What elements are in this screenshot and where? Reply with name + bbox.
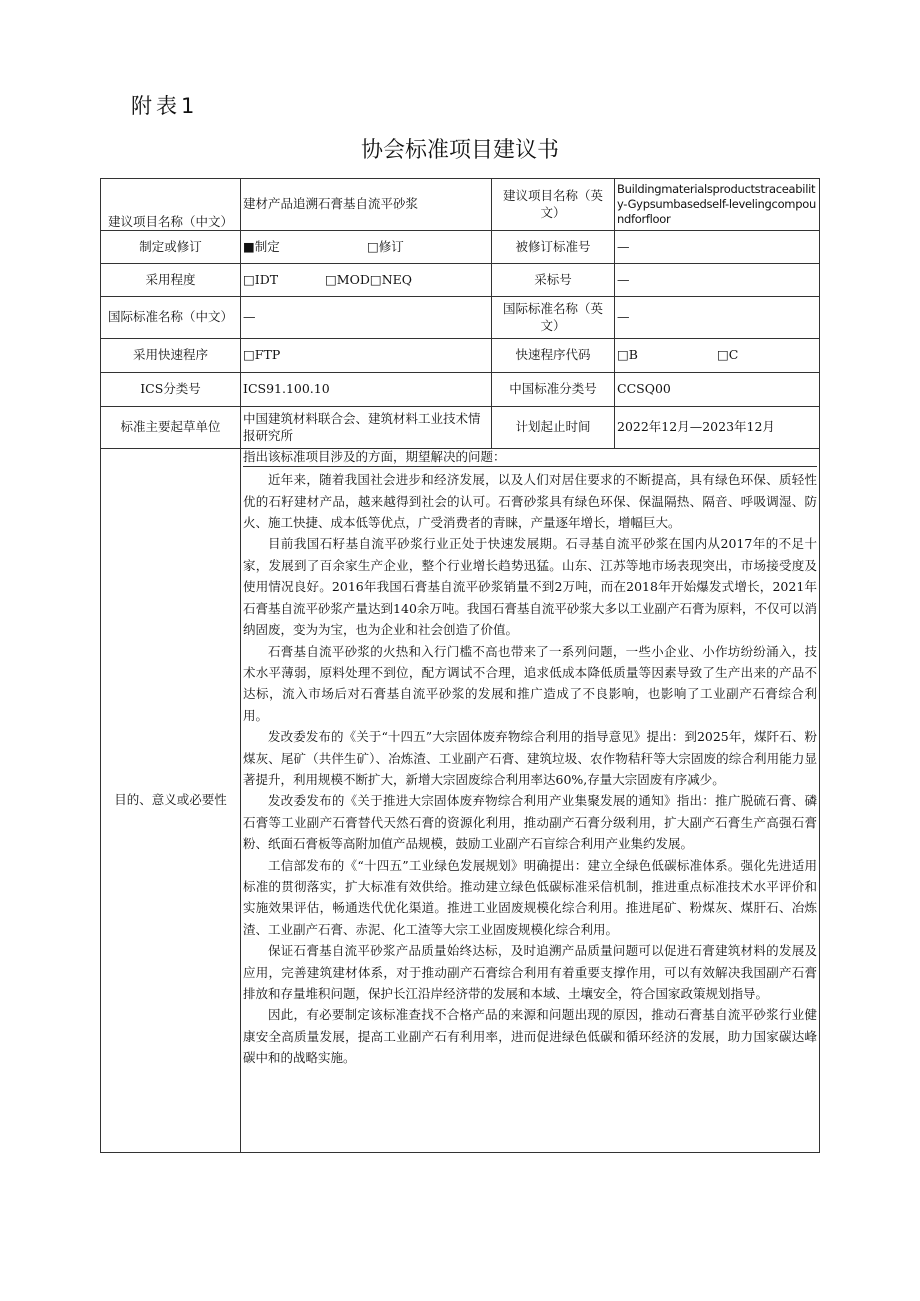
fast-code-option-b[interactable]: □B	[617, 347, 638, 363]
purpose-label: 目的、意义或必要性	[101, 449, 241, 1153]
adopt-std-label: 采标号	[492, 264, 615, 297]
purpose-intro: 指出该标准项目涉及的方面，期望解决的问题：	[243, 449, 817, 467]
purpose-paragraph: 保证石膏基自流平砂浆产品质量始终达标，及时追溯产品质量问题可以促进石膏建筑材料的发展及应用，完善建筑建材体系，对于推动副产石膏综合利用有着重要支撑作用，可以有效解决我国副产石膏排放和存量堆积问题，保护长江沿岸经济带的发展和本域、土壤安全，符合国家政策规划指导。	[243, 943, 817, 1001]
name-cn-label: 建议项目名称（中文）	[101, 179, 241, 231]
revised-std-value: —	[615, 231, 820, 264]
name-en-value: Buildingmaterialsproductstraceability-Gypsumbasedself-levelingcompoundforfloor	[615, 179, 820, 231]
intl-cn-value: —	[241, 297, 492, 339]
name-cn-value: 建材产品追溯石膏基自流平砂浆	[241, 179, 492, 231]
purpose-paragraph: 目前我国石籽基自流平砂浆行业正处于快速发展期。石寻基自流平砂浆在国内从2017年的不足十家，发展到了百余家生产企业，整个行业增长趋势迅猛。山东、江苏等地市场表现突出，市场接受度及使用情况良好。2016年我国石膏基自流平砂浆销量不到2万吨，而在2018年开始爆发式增长，2021年石膏基自流平砂浆产量达到140余万吨。我国石膏基自流平砂浆大多以工业副产石膏为原料，不仅可以消纳固废，变为为宝，也为企业和社会创造了价值。	[243, 536, 817, 638]
form-row-adopt	[101, 264, 820, 297]
revise-options	[241, 231, 492, 264]
period-value: 2022年12月—2023年12月	[615, 407, 820, 449]
purpose-paragraph: 发改委发布的《关于“十四五”大宗固体废弃物综合利用的指导意见》提出：到2025年，煤阡石、粉煤灰、尾矿（共伴生矿）、冶炼渣、工业副产石膏、建筑垃圾、农作物秸秆等大宗固废的综合利用能力显著提升，利用规模不断扩大，新增大宗固废综合利用率达60%,存量大宗固废有序减少。	[243, 729, 817, 787]
purpose-paragraph: 发改委发布的《关于推进大宗固体废弃物综合利用产业集聚发展的通知》指出：推广脱硫石膏、磷石膏等工业副产石膏替代天然石膏的资源化利用，推动副产石膏分级利用，扩大副产石膏生产高强石膏粉、纸面石膏板等高附加值产品规模，鼓励工业副产石盲综合利用产业集约发展。	[243, 793, 817, 852]
form-row-name	[101, 179, 820, 231]
cn-class-value: CCSQ00	[615, 373, 820, 407]
intl-en-value: —	[615, 297, 820, 339]
cn-class-label: 中国标准分类号	[492, 373, 615, 407]
form-row-intl	[101, 297, 820, 339]
drafter-value: 中国建筑材料联合会、建筑材料工业技术情报研究所	[241, 407, 492, 449]
purpose-paragraph: 因此，有必要制定该标准查找不合格产品的来源和问题出现的原因，推动石膏基自流平砂浆行业健康安全高质量发展，提高工业副产石有利用率，进而促进绿色低碳和循环经济的发展，助力国家碳达峰碳中和的战略实施。	[243, 1007, 817, 1066]
fast-label: 采用快速程序	[101, 339, 241, 373]
attachment-label: 附表1	[131, 94, 199, 118]
drafter-label: 标准主要起草单位	[101, 407, 241, 449]
ics-label: ICS分类号	[101, 373, 241, 407]
proposal-form-table	[100, 178, 820, 1153]
form-row-revise	[101, 231, 820, 264]
adopt-label: 采用程度	[101, 264, 241, 297]
fast-code-options	[615, 339, 820, 373]
intl-cn-label: 国际标准名称（中文）	[101, 297, 241, 339]
purpose-content	[241, 449, 820, 1153]
page-title: 协会标准项目建议书	[360, 138, 559, 163]
purpose-paragraph: 石膏基自流平砂浆的火热和入行门槛不高也带来了一系列问题，一些小企业、小作坊纷纷涌入，技术水平薄弱，原料处理不到位，配方调试不合理，追求低成本降低质量等因素导致了生产出来的产品不达标，流入市场后对石膏基自流平砂浆的发展和推广造成了不良影响，也影响了工业副产石膏综合利用。	[243, 643, 817, 723]
form-row-fast	[101, 339, 820, 373]
revise-option-revise[interactable]: □修订	[367, 238, 404, 254]
revise-option-new[interactable]: ■制定	[243, 238, 280, 254]
form-row-ics	[101, 373, 820, 407]
purpose-paragraph: 工信部发布的《“十四五”工业绿色发展规划》明确提出：建立全绿色低碳标准体系。强化先进适用标准的贯彻落实，扩大标准有效供给。推动建立绿色低碳标准采信机制，推进重点标准技术水平评价和实施效果评估，畅通迭代优化渠道。推进工业固废规模化综合利用。推进尾矿、粉煤灰、煤肝石、冶炼渣、工业副产石膏、赤泥、化工渣等大宗工业固废规模化综合利用。	[243, 857, 817, 937]
revised-std-label: 被修订标准号	[492, 231, 615, 264]
intl-en-label: 国际标准名称（英文）	[492, 297, 615, 339]
form-row-drafter	[101, 407, 820, 449]
revise-label: 制定或修订	[101, 231, 241, 264]
adopt-option-mod-neq[interactable]: □MOD□NEQ	[325, 271, 412, 287]
adopt-option-idt[interactable]: □IDT	[243, 271, 279, 287]
purpose-paragraph: 近年来，随着我国社会进步和经济发展，以及人们对居住要求的不断提高，具有绿色环保、质轻性优的石籽建材产品，越来越得到社会的认可。石膏砂浆具有绿色环保、保温隔热、隔音、呼吸调湿、防火、施工快捷、成本低等优点，广受消费者的青睐，产量逐年增长，增幅巨大。	[243, 472, 817, 531]
adopt-std-value: —	[615, 264, 820, 297]
ics-value: ICS91.100.10	[241, 373, 492, 407]
form-row-purpose	[101, 449, 820, 1153]
fast-code-label: 快速程序代码	[492, 339, 615, 373]
fast-code-option-c[interactable]: □C	[717, 347, 739, 363]
fast-value[interactable]: □FTP	[241, 339, 492, 373]
period-label: 计划起止时间	[492, 407, 615, 449]
name-en-label: 建议项目名称（英文）	[492, 179, 615, 231]
adopt-options	[241, 264, 492, 297]
